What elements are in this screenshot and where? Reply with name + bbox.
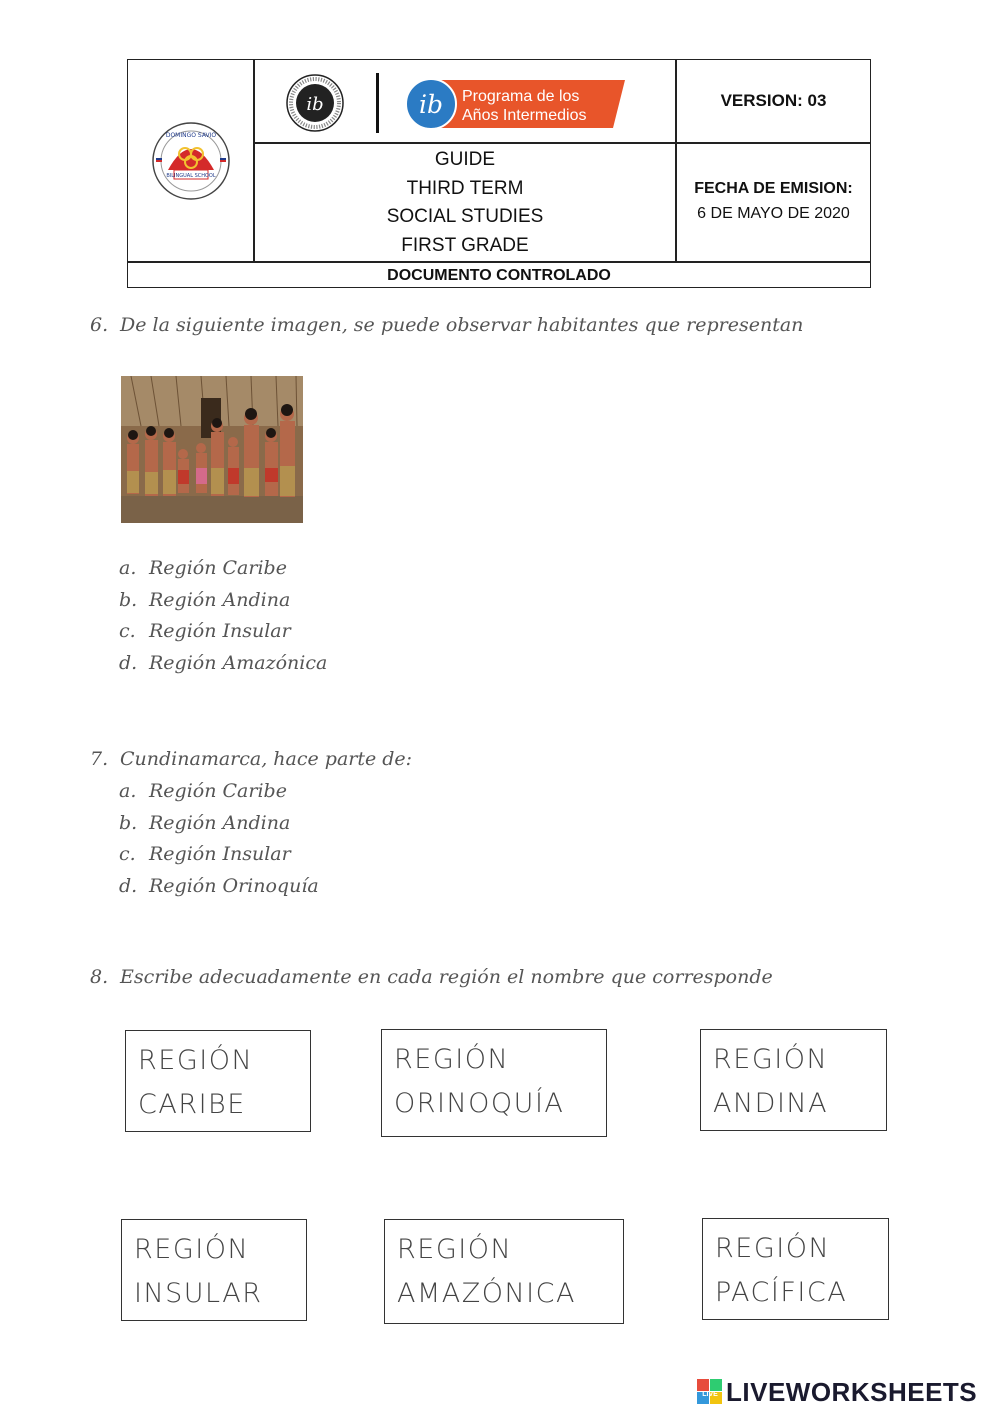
issue-date-label: FECHA DE EMISION: [694,180,853,197]
question-6 [90,314,803,336]
option-text: Región Andina [149,812,291,834]
option-letter: a. [119,780,137,802]
option-letter: b. [119,812,138,834]
region-box-line: REGIÓN [138,1045,254,1076]
region-box-name: AMAZÓNICA [397,1278,576,1309]
region-box-andina[interactable] [700,1029,887,1131]
q6-option-b[interactable] [119,589,290,611]
region-box-line: REGIÓN [397,1234,513,1265]
guide-line: FIRST GRADE [401,234,529,256]
ib-myp-badge [403,76,629,132]
region-box-line: REGIÓN [394,1044,510,1075]
logo-ring-text-top: DOMINGO SAVIO [165,132,216,139]
ib-seal-text: ib [306,94,324,115]
option-letter: c. [119,843,136,865]
region-box-name: INSULAR [134,1278,263,1309]
version-label: VERSION: 03 [720,91,827,110]
q7-option-c[interactable] [119,843,291,865]
option-letter: d. [119,875,138,897]
q7-option-a[interactable] [119,780,287,802]
watermark-badge-text: LIVE [702,1391,718,1398]
option-letter: b. [119,589,138,611]
question-number: 7. [90,748,109,770]
liveworksheets-watermark [697,1376,977,1408]
q7-option-d[interactable] [119,875,319,897]
q6-option-c[interactable] [119,620,291,642]
option-letter: a. [119,557,137,579]
region-box-name: ORINOQUÍA [394,1088,565,1119]
indigenous-people-photo [121,376,303,523]
school-logo [128,60,253,262]
q7-option-b[interactable] [119,812,290,834]
issue-date-value: 6 DE MAYO DE 2020 [697,205,850,222]
question-8 [90,966,773,988]
option-text: Región Insular [149,843,291,865]
region-box-pacifica[interactable] [702,1218,889,1320]
ib-logos [255,60,675,142]
option-text: Región Insular [149,620,291,642]
watermark-text: LIVEWORKSHEETS [726,1376,978,1407]
region-box-name: PACÍFICA [715,1277,848,1308]
controlled-document-label: DOCUMENTO CONTROLADO [387,267,611,284]
option-text: Región Caribe [149,557,287,579]
option-text: Región Andina [149,589,291,611]
ib-badge-line2: Años Intermedios [462,107,587,124]
ib-badge-line1: Programa de los [462,88,580,105]
region-box-line: REGIÓN [715,1233,831,1264]
issue-date [677,144,870,262]
option-text: Región Amazónica [149,652,328,674]
region-box-line: REGIÓN [134,1234,250,1265]
region-box-line: REGIÓN [713,1044,829,1075]
question-text: Cundinamarca, hace parte de: [120,748,413,770]
q6-option-d[interactable] [119,652,327,674]
question-7 [90,748,412,770]
ib-world-school-seal [285,73,345,133]
region-box-name: CARIBE [138,1089,246,1120]
region-box-insular[interactable] [121,1219,307,1321]
region-box-name: ANDINA [713,1088,829,1119]
q6-option-a[interactable] [119,557,287,579]
liveworksheets-logo-icon [697,1379,723,1405]
question-text: Escribe adecuadamente en cada región el nombre que corresponde [120,966,773,988]
region-box-amazonica[interactable] [384,1219,624,1324]
question-text: De la siguiente imagen, se puede observar habitantes que representan [120,314,804,336]
guide-line: SOCIAL STUDIES [386,206,544,228]
logo-ring-text-bottom: BILINGUAL SCHOOL [165,173,216,179]
option-text: Región Caribe [149,780,287,802]
region-box-orinoquia[interactable] [381,1029,607,1137]
option-letter: d. [119,652,138,674]
document-header [127,59,871,288]
option-text: Región Orinoquía [149,875,319,897]
guide-title [255,144,675,262]
guide-line: THIRD TERM [406,177,524,199]
guide-line: GUIDE [434,149,496,170]
option-letter: c. [119,620,136,642]
question-number: 6. [90,314,109,336]
question-number: 8. [90,966,109,988]
ib-badge-mark: ib [419,90,443,119]
region-box-caribe[interactable] [125,1030,311,1132]
